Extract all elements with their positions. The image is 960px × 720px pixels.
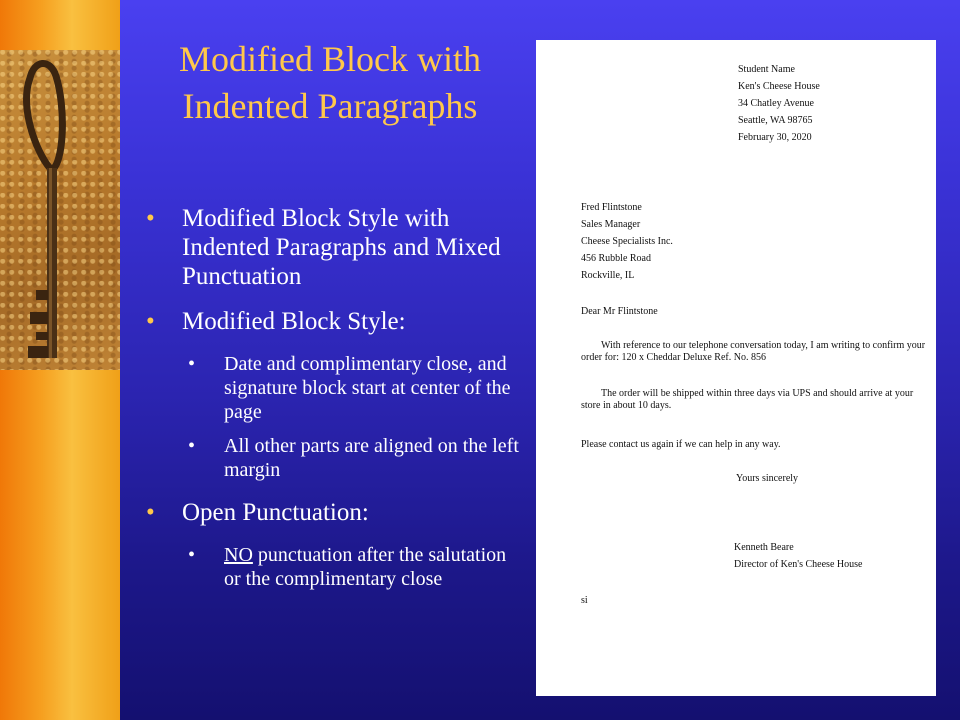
sub-bullet-dot-icon: • bbox=[188, 435, 196, 457]
paragraph-text: The order will be shipped within three days via UPS and should arrive at your store in about 10 days. bbox=[581, 388, 914, 411]
decorative-strip bbox=[0, 0, 120, 720]
recipient-line: 456 Rubble Road bbox=[581, 253, 651, 264]
letter-paragraph-2 bbox=[581, 388, 931, 412]
sub-bullet-item bbox=[188, 352, 526, 424]
recipient-block bbox=[581, 199, 673, 284]
bullet-text: Modified Block Style with Indented Paragraphs and Mixed Punctuation bbox=[182, 205, 501, 290]
bullet-list bbox=[146, 204, 526, 601]
key-photo bbox=[0, 50, 120, 370]
bullet-text: Modified Block Style: bbox=[182, 308, 406, 335]
signer-title: Director of Ken's Cheese House bbox=[734, 559, 863, 570]
sender-line: Seattle, WA 98765 bbox=[738, 115, 813, 126]
letter-paragraph-1 bbox=[581, 340, 931, 364]
bullet-item bbox=[146, 307, 526, 336]
reference-initials: si bbox=[581, 595, 588, 606]
slide-title bbox=[130, 36, 530, 130]
sub-bullet-rest: punctuation after the salutation or the complimentary close bbox=[224, 544, 507, 590]
key-icon bbox=[0, 50, 120, 370]
sub-bullet-dot-icon: • bbox=[188, 353, 196, 375]
bullet-item bbox=[146, 498, 526, 527]
title-line-2: Indented Paragraphs bbox=[182, 86, 478, 126]
signer-name: Kenneth Beare bbox=[734, 542, 794, 553]
sender-line: 34 Chatley Avenue bbox=[738, 98, 814, 109]
bullet-dot-icon: • bbox=[146, 499, 155, 526]
sender-line: Ken's Cheese House bbox=[738, 81, 820, 92]
sub-bullet-item bbox=[188, 434, 526, 482]
sub-bullet-text: Date and complimentary close, and signature block start at center of the page bbox=[224, 353, 511, 423]
sender-block bbox=[738, 61, 820, 146]
sub-bullet-text: All other parts are aligned on the left margin bbox=[224, 435, 519, 481]
letter-page bbox=[536, 40, 936, 696]
bullet-text: Open Punctuation: bbox=[182, 499, 369, 526]
salutation: Dear Mr Flintstone bbox=[581, 306, 658, 317]
sub-bullet-dot-icon: • bbox=[188, 544, 196, 566]
letter-paragraph-3: Please contact us again if we can help in any way. bbox=[581, 439, 781, 450]
sender-line: Student Name bbox=[738, 64, 795, 75]
recipient-line: Sales Manager bbox=[581, 219, 641, 230]
recipient-line: Rockville, IL bbox=[581, 270, 635, 281]
complimentary-close: Yours sincerely bbox=[736, 473, 799, 484]
recipient-line: Cheese Specialists Inc. bbox=[581, 236, 673, 247]
paragraph-text: With reference to our telephone conversation today, I am writing to confirm your order for: 120 x Cheddar Deluxe Ref. No. 856 bbox=[581, 340, 926, 363]
sub-bullet-text bbox=[224, 544, 506, 590]
recipient-line: Fred Flintstone bbox=[581, 202, 642, 213]
sender-line: February 30, 2020 bbox=[738, 132, 812, 143]
title-line-1: Modified Block with bbox=[179, 39, 481, 79]
underlined-word: NO bbox=[224, 544, 253, 566]
bullet-item bbox=[146, 204, 526, 291]
signature-block bbox=[734, 539, 862, 573]
bullet-dot-icon: • bbox=[146, 308, 155, 335]
bullet-dot-icon: • bbox=[146, 205, 155, 232]
sub-bullet-item bbox=[188, 543, 526, 591]
